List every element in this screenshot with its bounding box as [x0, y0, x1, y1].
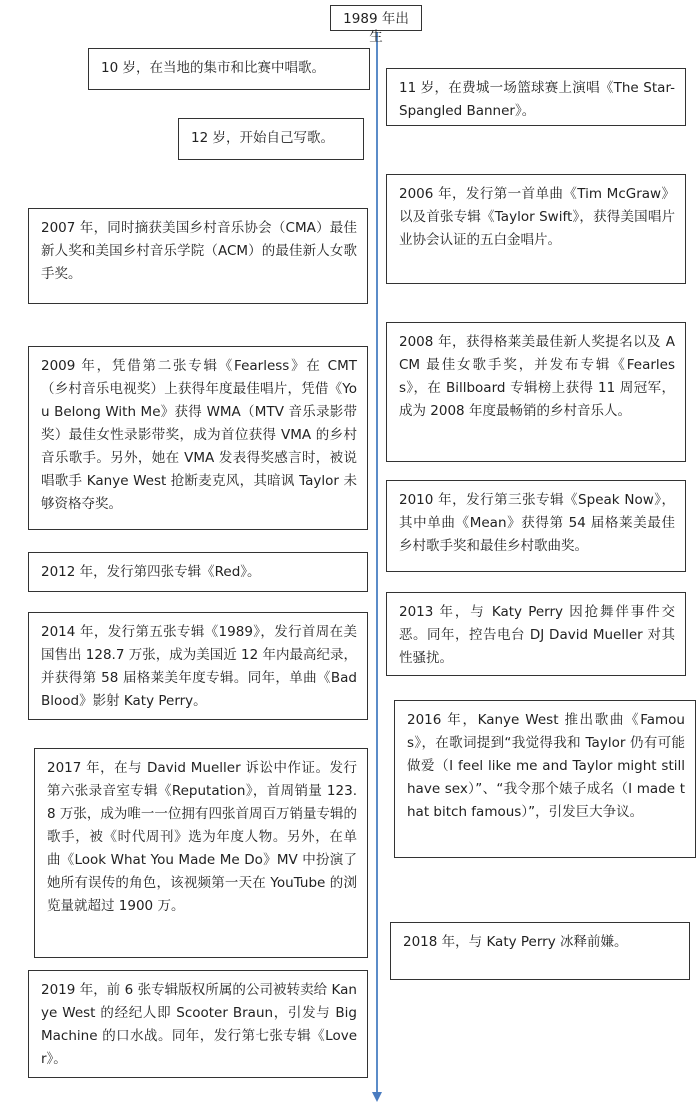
- event-2010: 2010 年，发行第三张专辑《Speak Now》，其中单曲《Mean》获得第 54 届格莱美最佳乡村歌手奖和最佳乡村歌曲奖。: [386, 480, 686, 572]
- timeline-arrow-icon: [372, 1092, 382, 1102]
- event-2008: 2008 年，获得格莱美最佳新人奖提名以及 ACM 最佳女歌手奖，并发布专辑《Fearless》，在 Billboard 专辑榜上获得 11 周冠军，成为 2008 年度最畅销的乡村音乐人。: [386, 322, 686, 462]
- event-2007: 2007 年，同时摘获美国乡村音乐协会（CMA）最佳新人奖和美国乡村音乐学院（ACM）的最佳新人女歌手奖。: [28, 208, 368, 304]
- timeline-axis: [376, 32, 378, 1094]
- event-2019: 2019 年，前 6 张专辑版权所属的公司被转卖给 Kanye West 的经纪人即 Scooter Braun，引发与 Big Machine 的口水战。同年，发行第七张专辑《Lover》。: [28, 970, 368, 1078]
- event-age-10: 10 岁，在当地的集市和比赛中唱歌。: [88, 48, 370, 90]
- event-age-12: 12 岁，开始自己写歌。: [178, 118, 364, 160]
- event-2018: 2018 年，与 Katy Perry 冰释前嫌。: [390, 922, 690, 980]
- event-2006: 2006 年，发行第一首单曲《Tim McGraw》以及首张专辑《Taylor Swift》，获得美国唱片业协会认证的五白金唱片。: [386, 174, 686, 284]
- event-2014: 2014 年，发行第五张专辑《1989》，发行首周在美国售出 128.7 万张，成为美国近 12 年内最高纪录，并获得第 58 届格莱美年度专辑。同年，单曲《Bad Blood》影射 Katy Perry。: [28, 612, 368, 720]
- timeline-start-box: 1989 年出生: [330, 5, 422, 31]
- event-age-11: 11 岁，在费城一场篮球赛上演唱《The Star-Spangled Banner》。: [386, 68, 686, 126]
- event-2017: 2017 年，在与 David Mueller 诉讼中作证。发行第六张录音室专辑《Reputation》，首周销量 123.8 万张，成为唯一一位拥有四张首周百万销量专辑的歌手，被《时代周刊》选为年度人物。另外，在单曲《Look What You Made Me Do》MV 中扮演了她所有误传的角色，该视频第一天在 YouTube 的浏览量就超过 1900 万。: [34, 748, 368, 958]
- event-2009: 2009 年，凭借第二张专辑《Fearless》在 CMT（乡村音乐电视奖）上获得年度最佳唱片，凭借《You Belong With Me》获得 WMA（MTV 音乐录影带奖）最佳女性录影带奖，成为首位获得 VMA 的乡村音乐歌手。另外，她在 VMA 发表得奖感言时，被说唱歌手 Kanye West 抢断麦克风，其暗讽 Taylor 未够资格夺奖。: [28, 346, 368, 530]
- event-2012: 2012 年，发行第四张专辑《Red》。: [28, 552, 368, 592]
- event-2016: 2016 年，Kanye West 推出歌曲《Famous》，在歌词提到“我觉得我和 Taylor 仍有可能做爱（I feel like me and Taylor might still have sex）”、“我令那个婊子成名（I made that bitch famous）”，引发巨大争议。: [394, 700, 696, 858]
- event-2013: 2013 年，与 Katy Perry 因抢舞伴事件交恶。同年，控告电台 DJ David Mueller 对其性骚扰。: [386, 592, 686, 676]
